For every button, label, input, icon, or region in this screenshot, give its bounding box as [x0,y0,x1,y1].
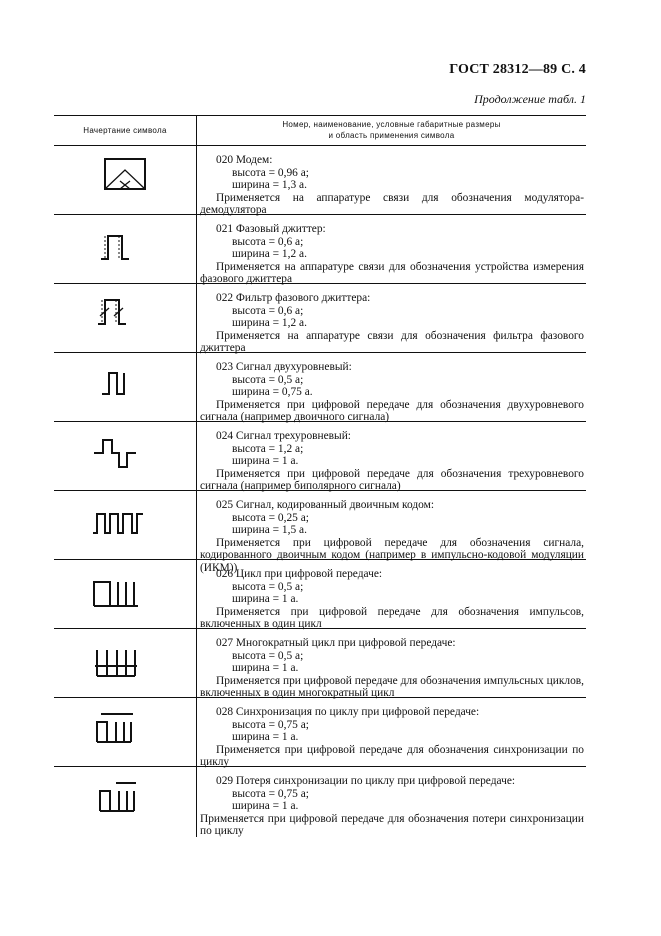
description-cell [200,154,584,217]
symbol-cell [54,629,196,697]
symbol-title: 027 Многократный цикл при цифровой передаче: [216,637,456,649]
symbol-cell [54,146,196,214]
multiframe-cycle-icon [94,648,138,678]
symbol-width: ширина = 1,3 а. [232,179,307,192]
symbol-title: 023 Сигнал двухуровневый: [216,361,352,373]
symbol-width: ширина = 1 а. [232,731,299,744]
table-row [54,629,586,700]
description-cell [200,430,584,493]
description-cell [200,223,584,286]
symbol-cell [54,353,196,421]
symbol-width: ширина = 1,2 а. [232,248,307,261]
symbol-cell [54,215,196,283]
table-row [54,422,586,493]
symbol-height: высота = 0,6 а; [232,304,304,317]
symbol-width: ширина = 1 а. [232,662,299,675]
symbol-title: 024 Сигнал трехуровневый: [216,430,351,442]
symbol-width: ширина = 1 а. [232,800,299,813]
description-cell [200,361,584,424]
symbol-height: высота = 0,5 а; [232,580,304,593]
symbol-height: высота = 1,2 а; [232,442,304,455]
column-header-description-line1: Номер, наименование, условные габаритные размеры [282,120,501,129]
symbol-cell [54,284,196,352]
table-row [54,767,586,837]
description-cell [200,292,584,355]
symbol-title: 022 Фильтр фазового джиттера: [216,292,371,304]
column-header-description [197,115,586,145]
description-cell [200,706,584,769]
table-continuation-label: Продолжение табл. 1 [474,92,586,106]
symbol-height: высота = 0,6 а; [232,235,304,248]
symbol-application: Применяется на аппаратуре связи для обозначения фильтра фазового джиттера [200,329,584,355]
symbol-application: Применяется при цифровой передаче для обозначения импульсных циклов, включенных в один многократный цикл [200,674,584,700]
symbol-title: 026 Цикл при цифровой передаче: [216,568,383,580]
symbol-application: Применяется при цифровой передаче для обозначения двухуровневого сигнала (например двоичного сигнала) [200,398,584,424]
symbol-cell [54,422,196,490]
two-level-signal-icon [101,370,125,396]
binary-coded-signal-icon [92,511,144,535]
modem-icon [103,157,147,193]
symbol-application: Применяется при цифровой передаче для обозначения трехуровневого сигнала (например биполярного сигнала) [200,467,584,493]
symbol-title: 029 Потеря синхронизации по циклу при цифровой передаче: [216,775,516,787]
symbol-application: Применяется на аппаратуре связи для обозначения устройства измерения фазового джиттера [200,260,584,286]
symbol-title: 028 Синхронизация по циклу при цифровой передаче: [216,706,480,718]
symbol-height: высота = 0,25 а; [232,511,309,524]
symbol-width: ширина = 1 а. [232,455,299,468]
description-cell [200,568,584,631]
symbol-cell [54,560,196,628]
symbol-width: ширина = 0,75 а. [232,386,313,399]
symbol-application: Применяется при цифровой передаче для обозначения потери синхронизации по циклу [200,812,584,838]
symbol-title: 025 Сигнал, кодированный двоичным кодом: [216,499,434,511]
column-header-symbol [54,115,196,145]
table-row [54,215,586,286]
symbol-width: ширина = 1 а. [232,593,299,606]
symbol-cell [54,767,196,837]
column-header-symbol-text: Начертание символа [83,125,167,135]
symbol-height: высота = 0,75 а; [232,718,309,731]
symbol-height: высота = 0,5 а; [232,649,304,662]
digital-cycle-icon [92,580,140,608]
symbol-application: Применяется при цифровой передаче для обозначения синхронизации по циклу [200,743,584,769]
symbol-cell [54,491,196,559]
table-row [54,698,586,769]
symbol-application: Применяется на аппаратуре связи для обозначения модулятора-демодулятора [200,191,584,217]
table-row [54,353,586,424]
phase-jitter-icon [100,232,130,262]
description-cell [200,775,584,838]
symbol-height: высота = 0,96 а; [232,166,309,179]
table-row [54,146,586,217]
symbol-width: ширина = 1,2 а. [232,317,307,330]
cycle-sync-loss-icon [98,780,138,814]
table-row [54,284,586,355]
page-header: ГОСТ 28312—89 С. 4 [449,62,586,77]
phase-jitter-filter-icon [97,296,127,328]
three-level-signal-icon [93,437,137,471]
column-header-description-line2: и область применения символа [328,131,455,140]
symbol-application: Применяется при цифровой передаче для обозначения импульсов, включенных в один цикл [200,605,584,631]
cycle-sync-icon [95,711,135,745]
symbol-application: Применяется при цифровой передаче для обозначения сигнала, кодированного двоичным кодом (например в импульсно-кодовой модуляции (ИКМ)) [200,536,584,574]
symbol-title: 020 Модем: [216,154,273,166]
symbol-cell [54,698,196,766]
symbol-width: ширина = 1,5 а. [232,524,307,537]
table-row [54,560,586,631]
symbol-title: 021 Фазовый джиттер: [216,223,326,235]
symbol-height: высота = 0,5 а; [232,373,304,386]
description-cell [200,637,584,700]
symbol-height: высота = 0,75 а; [232,787,309,800]
